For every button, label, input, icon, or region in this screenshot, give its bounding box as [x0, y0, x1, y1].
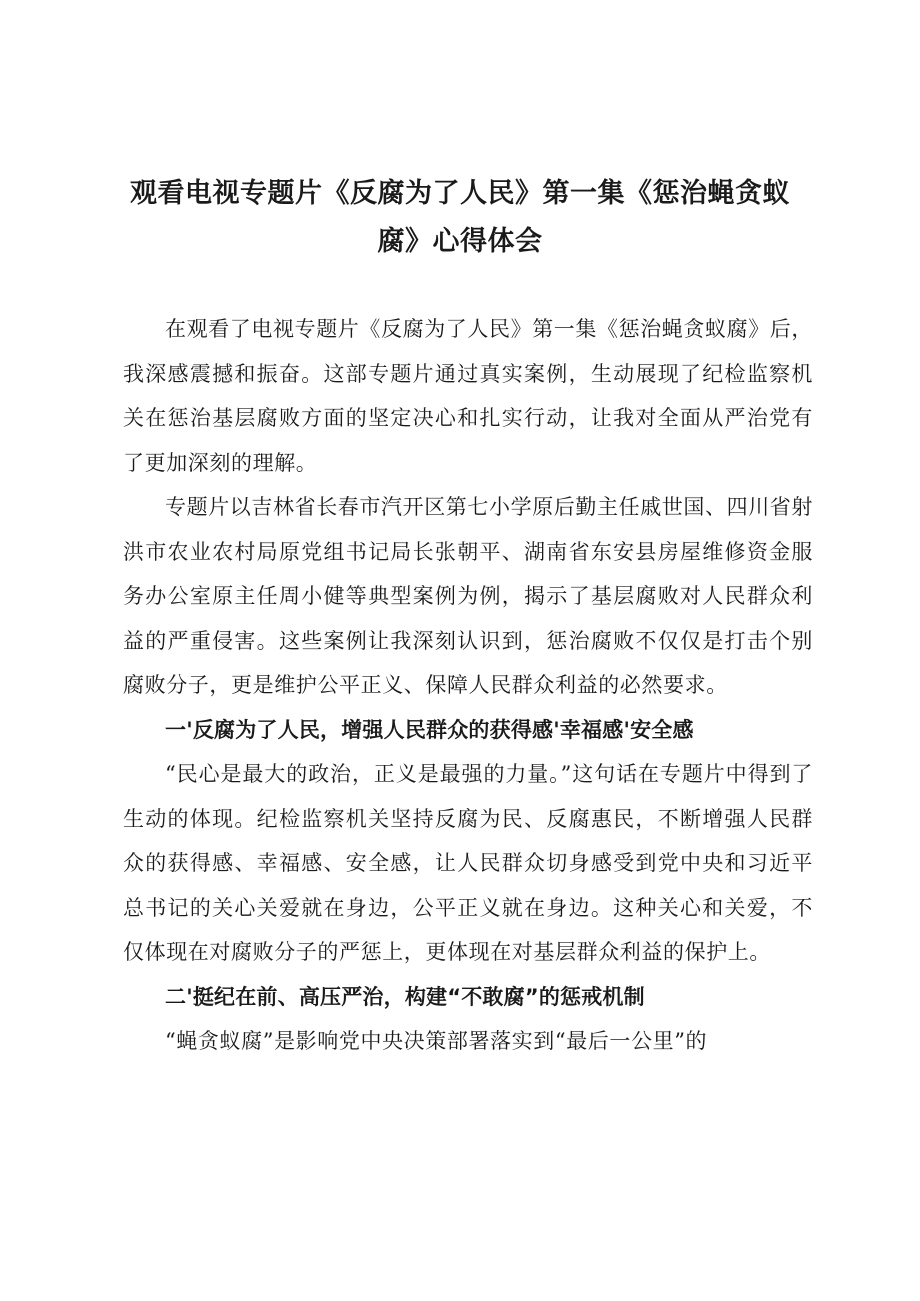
section-1-paragraph: “民心是最大的政治，正义是最强的力量。”这句话在专题片中得到了生动的体现。纪检监察机关坚持反腐为民、反腐惠民，不断增强人民群众的获得感、幸福感、安全感，让人民群众切身感受到党中央和习近平总书记的关心关爱就在身边，公平正义就在身边。这种关心和关爱，不仅体现在对腐败分子的严惩上，更体现在对基层群众利益的保护上。 [123, 762, 813, 964]
document-body [123, 307, 813, 1064]
cases-paragraph: 专题片以吉林省长春市汽开区第七小学原后勤主任戚世国、四川省射洪市农业农村局原党组书记局长张朝平、湖南省东安县房屋维修资金服务办公室原主任周小健等典型案例为例，揭示了基层腐败对人民群众利益的严重侵害。这些案例让我深刻认识到，惩治腐败不仅仅是打击个别腐败分子，更是维护公平正义、保障人民群众利益的必然要求。 [123, 495, 813, 697]
section-2-paragraph: “蝇贪蚁腐”是影响党中央决策部署落实到“最后一公里”的 [165, 1029, 708, 1053]
section-1-heading: 一'反腐为了人民，增强人民群众的获得感'幸福感'安全感 [165, 717, 694, 742]
intro-paragraph: 在观看了电视专题片《反腐为了人民》第一集《惩治蝇贪蚁腐》后，我深感震撼和振奋。这部专题片通过真实案例，生动展现了纪检监察机关在惩治基层腐败方面的坚定决心和扎实行动，让我对全面从严治党有了更加深刻的理解。 [123, 317, 813, 475]
title-line-1: 观看电视专题片《反腐为了人民》第一集《惩治蝇贪蚁 [130, 178, 790, 209]
section-2-heading: 二'挺纪在前、高压严治，构建“不敢腐”的惩戒机制 [165, 984, 645, 1009]
title-line-2: 腐》心得体会 [377, 226, 543, 257]
document-title [110, 170, 810, 266]
